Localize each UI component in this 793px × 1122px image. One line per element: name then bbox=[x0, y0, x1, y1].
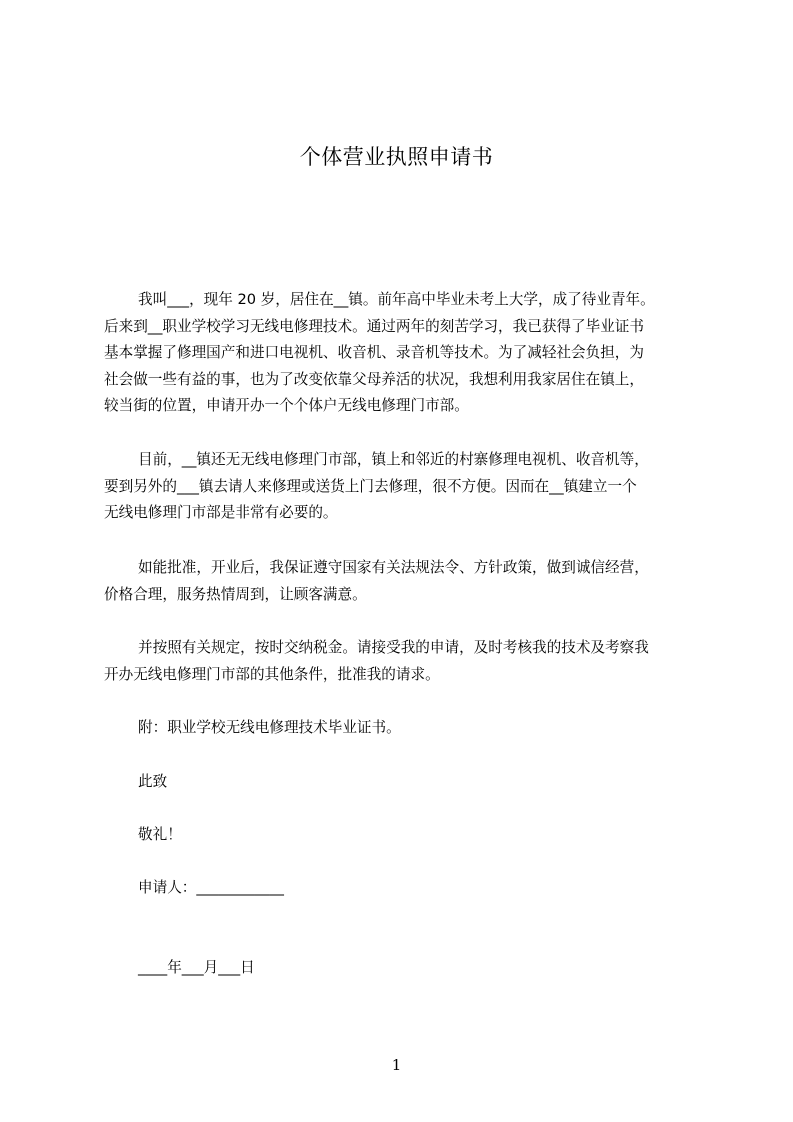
paragraph-line: 社会做一些有益的事，也为了改变依靠父母养活的状况，我想利用我家居住在镇上， bbox=[104, 370, 644, 388]
paragraph-4 bbox=[104, 635, 704, 688]
paragraph-line: 目前，__镇还无无线电修理门市部，镇上和邻近的村寨修理电视机、收音机等， bbox=[138, 451, 649, 468]
document-title: 个体营业执照申请书 bbox=[299, 145, 494, 169]
paragraph-line: 要到另外的___镇去请人来修理或送货上门去修理，很不方便。因而在__镇建立一个 bbox=[104, 477, 637, 495]
paragraph-2 bbox=[104, 447, 704, 527]
paragraph-line: 较当街的位置，申请开办一个个体户无线电修理门市部。 bbox=[104, 397, 469, 414]
paragraph-line: 开办无线电修理门市部的其他条件，批准我的请求。 bbox=[104, 665, 440, 683]
paragraph-line: 我叫___，现年 20 岁，居住在__镇。前年高中毕业未考上大学，成了待业青年。 bbox=[138, 291, 655, 308]
paragraph-line: 后来到__职业学校学习无线电修理技术。通过两年的刻苦学习，我已获得了毕业证书 bbox=[104, 317, 644, 335]
page-number: 1 bbox=[391, 1056, 402, 1074]
paragraph-line: 价格合理，服务热情周到，让顾客满意。 bbox=[104, 585, 367, 603]
applicant-signature-line: 申请人：____________ bbox=[138, 879, 284, 896]
paragraph-3 bbox=[104, 555, 704, 608]
paragraph-line: 并按照有关规定，按时交纳税金。请接受我的申请，及时考核我的技术及考察我 bbox=[138, 639, 649, 656]
paragraph-line: 无线电修理门市部是非常有必要的。 bbox=[104, 504, 338, 521]
closing-respect: 敬礼！ bbox=[138, 826, 182, 843]
attachment-note: 附：职业学校无线电修理技术毕业证书。 bbox=[138, 719, 401, 736]
closing-salutation: 此致 bbox=[138, 773, 168, 790]
paragraph-line: 基本掌握了修理国产和进口电视机、收音机、录音机等技术。为了减轻社会负担，为 bbox=[104, 344, 644, 361]
date-line: ____年___月___日 bbox=[138, 959, 255, 976]
paragraph-line: 如能批准，开业后，我保证遵守国家有关法规法令、方针政策，做到诚信经营， bbox=[138, 559, 649, 576]
paragraph-1 bbox=[104, 287, 704, 420]
